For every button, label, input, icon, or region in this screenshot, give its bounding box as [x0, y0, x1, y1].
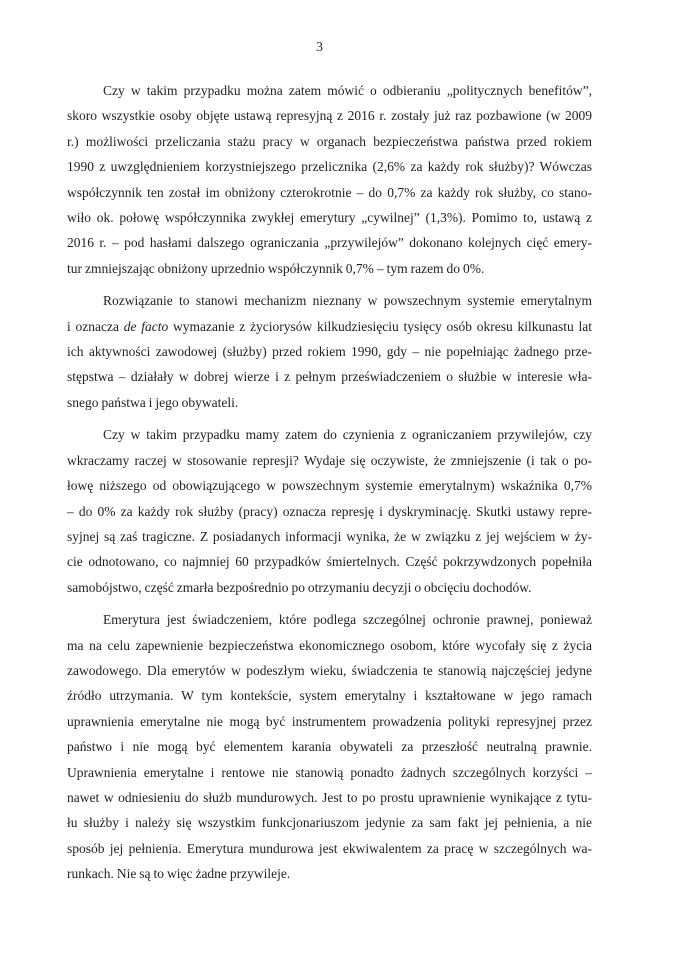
text-line	[67, 364, 592, 389]
text-line	[67, 836, 592, 861]
text-line	[67, 339, 592, 364]
text-segment: – do 0% za każdy rok służby (pracy) oznacza represję i dyskryminację. Skutki ustawy repre-	[67, 503, 592, 519]
text-segment: ma na celu zapewnienie bezpieczeństwa ekonomicznego osobom, które wycofały się z życia	[67, 637, 592, 653]
text-line	[67, 256, 592, 281]
text-segment: państwo i nie mogą być elementem karania obywateli za przeszłość neutralną prawnie.	[67, 739, 592, 755]
text-segment: cie odnotowano, co najmniej 60 przypadków śmiertelnych. Część pokrzywdzonych popełniła	[67, 554, 592, 570]
text-segment: źródło utrzymania. W tym kontekście, system emerytalny i kształtowane w jego ramach	[67, 688, 592, 704]
text-segment: Czy w takim przypadku mamy zatem do czynienia z ograniczaniem przywilejów, czy	[103, 427, 592, 443]
text-line	[67, 633, 592, 658]
text-segment: syjnej są zaś tragiczne. Z posiadanych informacji wynika, że w związku z jej wejściem w ży-	[67, 528, 592, 544]
text-line	[67, 78, 592, 103]
text-line	[67, 810, 592, 835]
page-number: 3	[316, 40, 323, 55]
text-segment: Rozwiązanie to stanowi mechanizm nieznany w powszechnym systemie emerytalnym	[103, 293, 592, 309]
text-line	[67, 473, 592, 498]
text-line	[67, 314, 592, 339]
text-line	[67, 129, 592, 154]
text-line	[67, 154, 592, 179]
paragraph	[67, 607, 592, 886]
text-segment: uprawnienia emerytalne nie mogą być instrumentem prowadzenia polityki represyjnej przez	[67, 713, 592, 729]
text-segment: wkraczamy raczej w stosowanie represji? Wydaje się oczywiste, że zmniejszenie (i tak o po-	[67, 452, 592, 468]
text-segment: Emerytura jest świadczeniem, które podlega szczególnej ochronie prawnej, ponieważ	[103, 612, 592, 628]
paragraph	[67, 288, 592, 415]
paragraph	[67, 78, 592, 281]
text-segment: współczynnik ten został im obniżony czterokrotnie – do 0,7% za każdy rok służby, co stano-	[67, 184, 592, 200]
text-line	[67, 785, 592, 810]
text-line	[67, 607, 592, 632]
text-line	[67, 524, 592, 549]
text-line	[67, 575, 592, 600]
text-segment: nawet w odniesieniu do służb mundurowych. Jest to po prostu uprawnienie wynikające z tytu-	[67, 789, 592, 805]
text-line	[67, 103, 592, 128]
text-segment: sposób jej pełnienia. Emerytura mundurowa jest ekwiwalentem za pracę w szczególnych wa-	[67, 840, 592, 856]
text-segment: i oznacza	[67, 318, 124, 334]
text-line	[67, 683, 592, 708]
text-segment: snego państwa i jego obywateli.	[67, 394, 239, 410]
text-line	[67, 230, 592, 255]
text-segment: zawodowego. Dla emerytów w podeszłym wieku, świadczenia te stanowią najczęściej jedyne	[67, 662, 592, 678]
text-line	[67, 205, 592, 230]
text-segment: wiło ok. połowę współczynnika zwykłej emerytury „cywilnej” (1,3%). Pomimo to, ustawą z	[67, 210, 592, 226]
text-line	[67, 422, 592, 447]
text-segment: r.) możliwości przeliczania stażu pracy w organach bezpieczeństwa państwa przed rokiem	[67, 133, 592, 149]
document-text	[67, 78, 592, 894]
text-segment: Uprawnienia emerytalne i rentowe nie stanowią ponadto żadnych szczególnych korzyści –	[67, 764, 592, 780]
text-segment: ich aktywności zawodowej (służby) przed rokiem 1990, gdy – nie popełniając żadnego prze-	[67, 344, 592, 360]
paragraph	[67, 422, 592, 600]
text-line	[67, 760, 592, 785]
text-line	[67, 180, 592, 205]
text-segment: samobójstwo, część zmarła bezpośrednio po otrzymaniu decyzji o obcięciu dochodów.	[67, 579, 532, 595]
text-line	[67, 709, 592, 734]
text-segment: Czy w takim przypadku można zatem mówić o odbieraniu „politycznych benefitów”,	[103, 83, 592, 98]
text-segment: łu służby i należy się wszystkim funkcjonariuszom jedynie za sam fakt jej pełnienia, a nie	[67, 815, 592, 831]
text-segment: tur zmniejszając obniżony uprzednio współczynnik 0,7% – tym razem do 0%.	[67, 260, 485, 276]
text-line	[67, 390, 592, 415]
text-segment: wymazanie z życiorysów kilkudziesięciu tysięcy osób okresu kilkunastu lat	[168, 318, 592, 334]
text-segment: 1990 z uwzględnieniem korzystniejszego przelicznika (2,6% za każdy rok służby)? Wówczas	[67, 159, 592, 175]
italic-text: de facto	[123, 318, 169, 334]
text-line	[67, 499, 592, 524]
text-line	[67, 861, 592, 886]
text-segment: skoro wszystkie osoby objęte ustawą represyjną z 2016 r. zostały już raz pozbawione (w 2009	[67, 108, 592, 124]
text-line	[67, 448, 592, 473]
text-segment: stępstwa – działały w dobrej wierze i z pełnym przeświadczeniem o służbie w interesie wła-	[67, 369, 592, 385]
text-line	[67, 549, 592, 574]
text-line	[67, 288, 592, 313]
text-segment: runkach. Nie są to więc żadne przywileje.	[67, 866, 291, 882]
text-line	[67, 734, 592, 759]
text-line	[67, 658, 592, 683]
text-segment: łowę niższego od obowiązującego w powszechnym systemie emerytalnym) wskaźnika 0,7%	[67, 478, 592, 494]
text-segment: 2016 r. – pod hasłami dalszego ograniczania „przywilejów” dokonano kolejnych cięć emery-	[67, 235, 592, 251]
